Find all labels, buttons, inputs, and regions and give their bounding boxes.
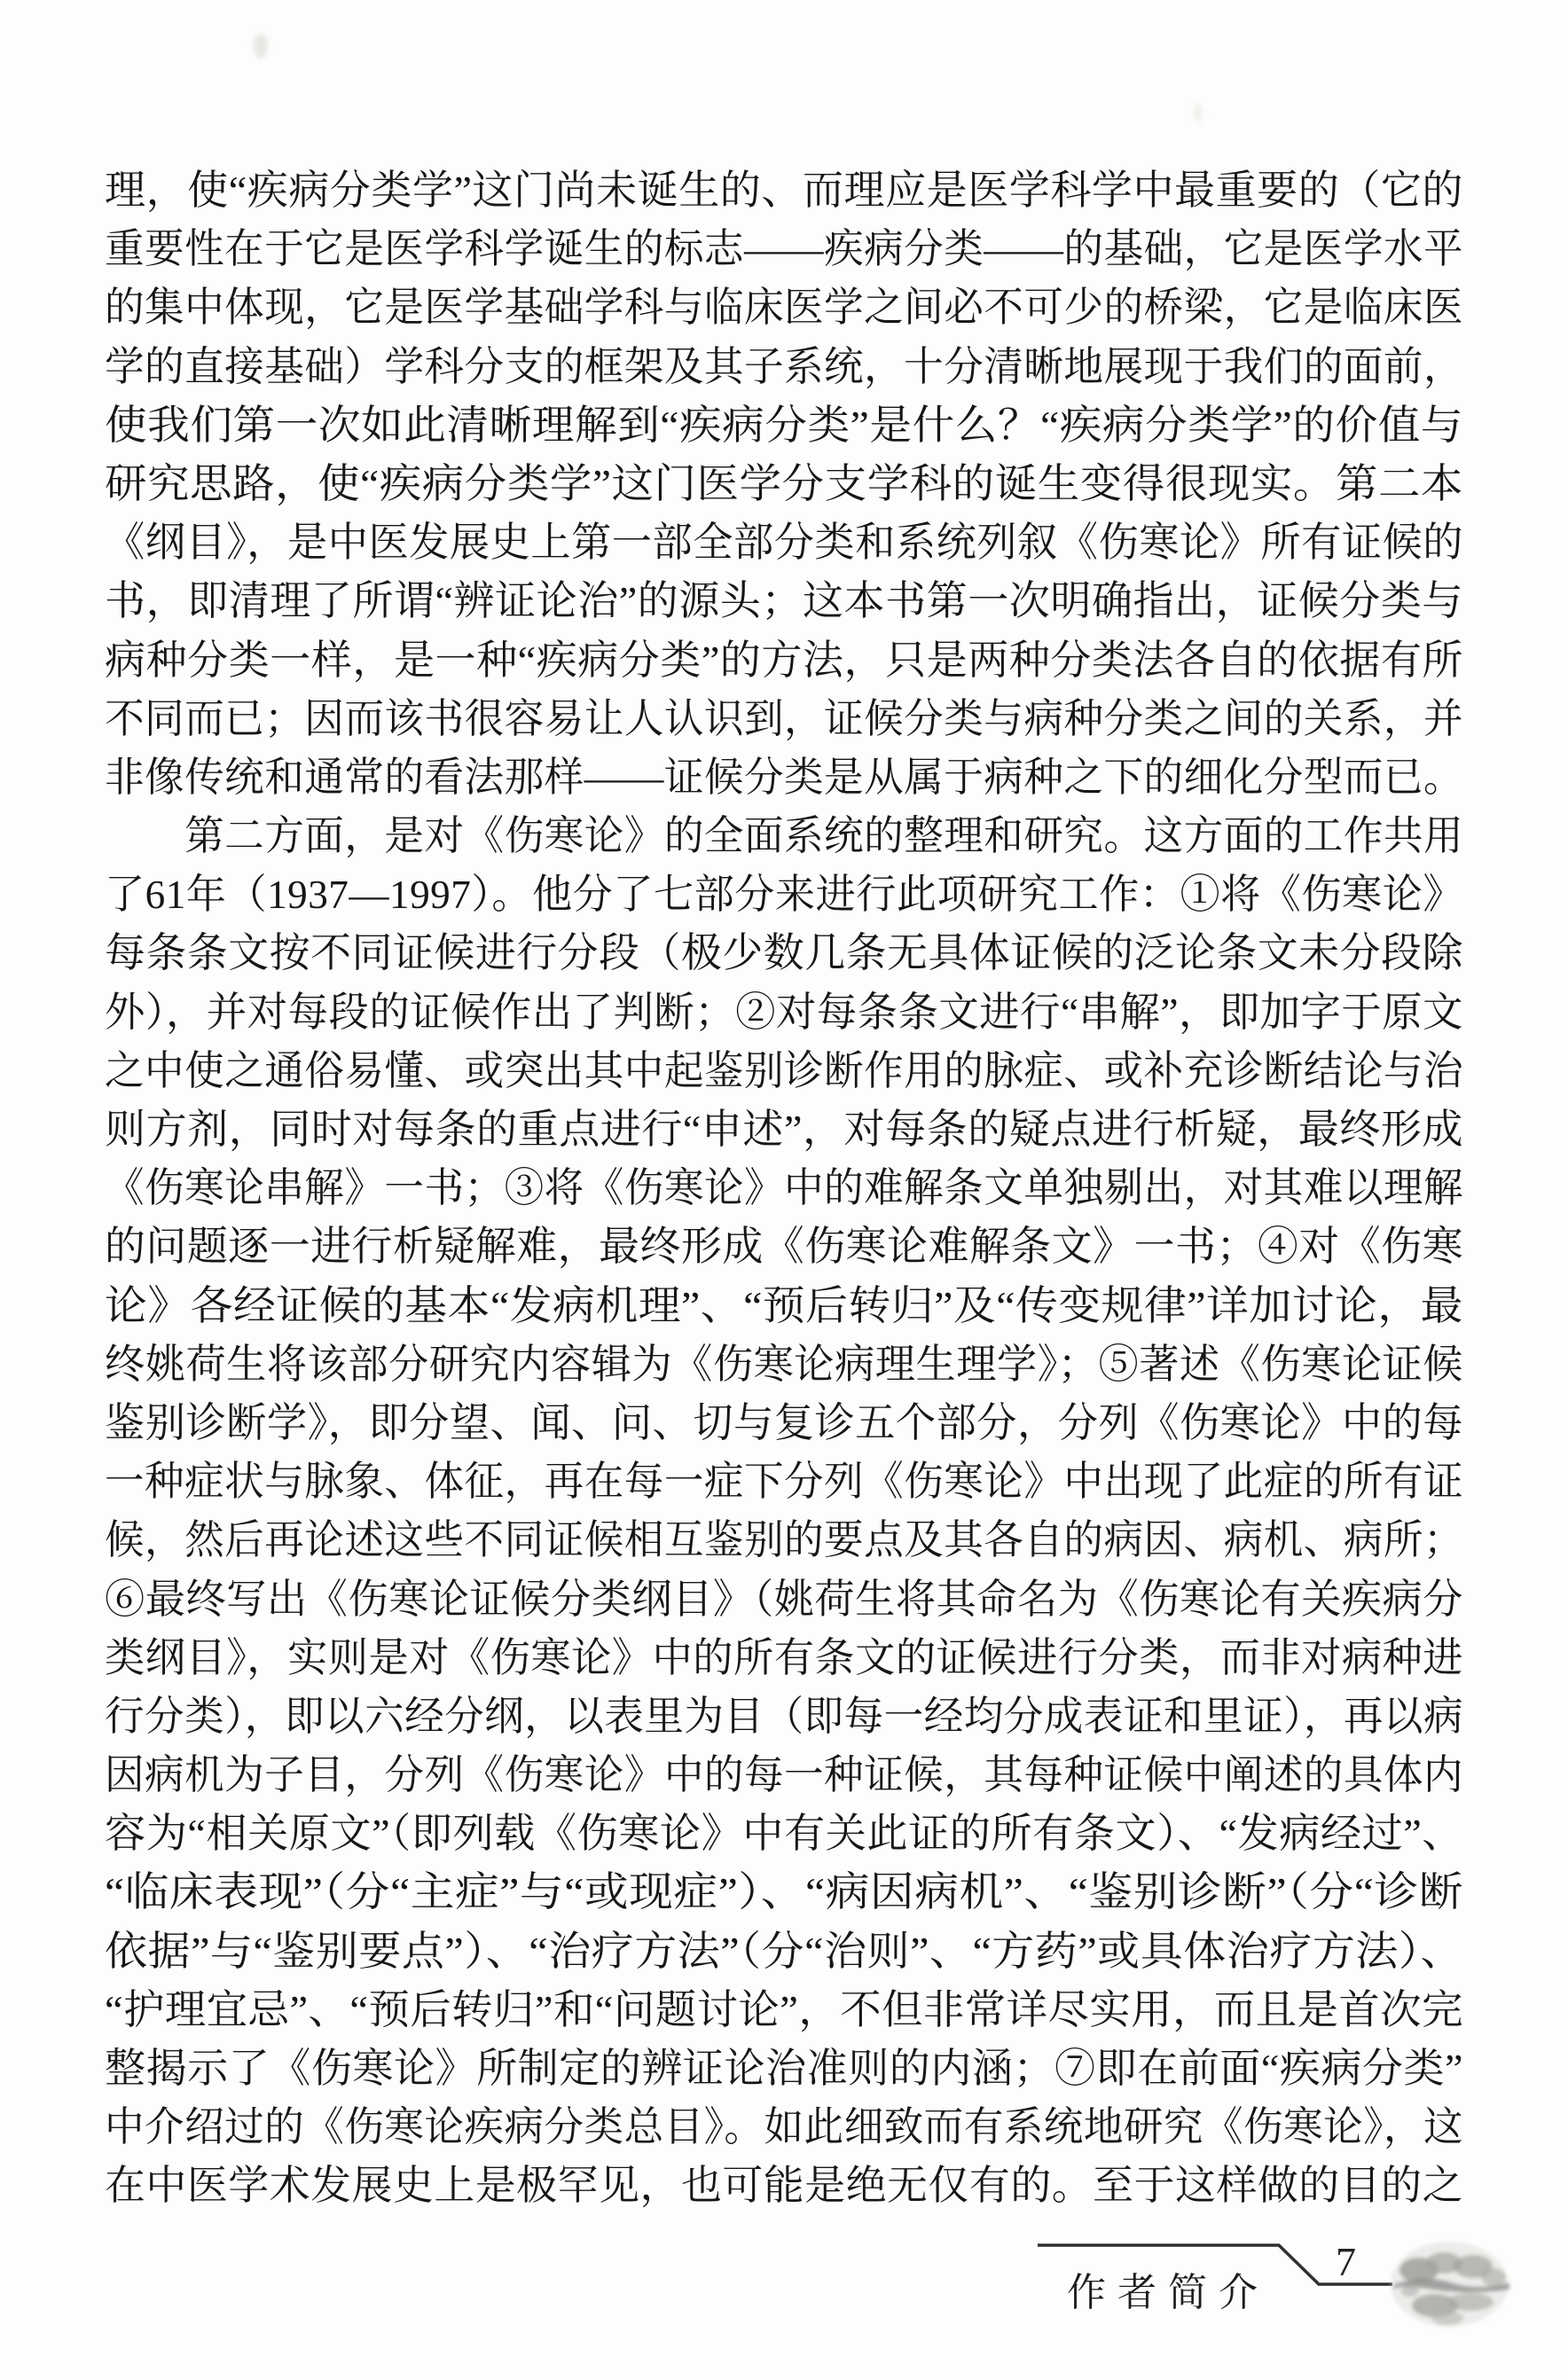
text-line (105, 983, 1463, 1042)
text-line-content: 外），并对每段的证候作出了判断；②对每条条文进行“串解”，即加字于原文 (105, 989, 1463, 1035)
body-text (105, 161, 1463, 2216)
text-line (105, 1335, 1463, 1394)
text-line-content: 依据”与“鉴别要点”）、“治疗方法”（分“治则”、“方药”或具体治疗方法）、 (105, 1928, 1463, 1974)
text-line (105, 161, 1463, 220)
text-line-content: 的集中体现，它是医学基础学科与临床医学之间必不可少的桥梁，它是临床医 (105, 285, 1463, 331)
text-line-content: 之中使之通俗易懂、或突出其中起鉴别诊断作用的脉症、或补充诊断结论与治 (105, 1047, 1463, 1093)
text-line (105, 1629, 1463, 1687)
text-line (105, 1159, 1463, 1217)
text-line (105, 1100, 1463, 1159)
scan-smudge-icon (254, 34, 268, 59)
text-line-content: 非像传统和通常的看法那样——证候分类是从属于病种之下的细化分型而已。 (105, 754, 1463, 800)
text-line (105, 220, 1463, 278)
text-line-content: 使我们第一次如此清晰理解到“疾病分类”是什么？“疾病分类学”的价值与 (105, 402, 1463, 448)
text-line (105, 690, 1463, 748)
text-line (105, 1805, 1463, 1863)
text-line (105, 1922, 1463, 1981)
text-line-content: 了61年（1937—1997）。他分了七部分来进行此项研究工作：①将《伤寒论》 (105, 872, 1463, 918)
scan-smudge-icon (1194, 103, 1203, 122)
text-line-content: 学的直接基础）学科分支的框架及其子系统，十分清晰地展现于我们的面前， (105, 343, 1463, 389)
footer-section-label: 作者简介 (1067, 2271, 1269, 2314)
text-line (105, 2039, 1463, 2098)
text-line (105, 1746, 1463, 1805)
text-line-content: 理，使“疾病分类学”这门尚未诞生的、而理应是医学科学中最重要的（它的 (105, 168, 1463, 213)
text-line (105, 865, 1463, 924)
text-line-content: 中介绍过的《伤寒论疾病分类总目》。如此细致而有系统地研究《伤寒论》，这 (105, 2104, 1463, 2150)
text-line (105, 1042, 1463, 1100)
text-line-content: 每条条文按不同证候进行分段（极少数几条无具体证候的泛论条文未分段除 (105, 930, 1463, 976)
page-number: 7 (1336, 2239, 1356, 2284)
text-line-content: “临床表现”（分“主症”与“或现症”）、“病因病机”、“鉴别诊断”（分“诊断 (105, 1869, 1463, 1915)
text-line-content: 病种分类一样，是一种“疾病分类”的方法，只是两种分类法各自的依据有所 (105, 637, 1463, 683)
text-line-content: 在中医学术发展史上是极罕见，也可能是绝无仅有的。至于这样做的目的之 (105, 2163, 1463, 2209)
text-line-content: 论》各经证候的基本“发病机理”、“预后转归”及“传变规律”详加讨论，最 (105, 1282, 1463, 1328)
text-line (105, 924, 1463, 983)
text-line-content: “护理宜忌”、“预后转归”和“问题讨论”，不但非常详尽实用，而且是首次完 (105, 1986, 1463, 2032)
text-line-content: 容为“相关原文”（即列载《伤寒论》中有关此证的所有条文）、“发病经过”、 (105, 1811, 1463, 1857)
text-line (105, 1452, 1463, 1511)
text-line (105, 513, 1463, 572)
text-line (105, 1511, 1463, 1570)
text-line (105, 807, 1463, 865)
text-line-content: 因病机为子目，分列《伤寒论》中的每一种证候，其每种证候中阐述的具体内 (105, 1752, 1463, 1798)
text-line-content: 书，即清理了所谓“辨证论治”的源头；这本书第一次明确指出，证候分类与 (105, 578, 1463, 624)
text-line (105, 1277, 1463, 1335)
text-line (105, 1863, 1463, 1922)
text-line-content: 候，然后再论述这些不同证候相互鉴别的要点及其各自的病因、病机、病所； (105, 1517, 1463, 1563)
text-line-content: 研究思路，使“疾病分类学”这门医学分支学科的诞生变得很现实。第二本 (105, 460, 1463, 506)
text-line-content: 重要性在于它是医学科学诞生的标志——疾病分类——的基础，它是医学水平 (105, 226, 1463, 272)
text-line (105, 748, 1463, 807)
text-line (105, 1217, 1463, 1276)
text-line (105, 572, 1463, 630)
ink-stamp-icon (1389, 2238, 1513, 2330)
text-line-content: 终姚荷生将该部分研究内容辑为《伤寒论病理生理学》；⑤著述《伤寒论证候 (105, 1341, 1463, 1387)
text-line-content: 不同而已；因而该书很容易让人认识到，证候分类与病种分类之间的关系，并 (105, 695, 1463, 741)
text-line-content: ⑥最终写出《伤寒论证候分类纲目》（姚荷生将其命名为《伤寒论有关疾病分 (105, 1576, 1463, 1622)
text-line-content: 类纲目》，实则是对《伤寒论》中的所有条文的证候进行分类，而非对病种进 (105, 1634, 1463, 1680)
text-line-content: 一种症状与脉象、体征，再在每一症下分列《伤寒论》中出现了此症的所有证 (105, 1459, 1463, 1505)
text-line-content: 行分类），即以六经分纲，以表里为目（即每一经均分成表证和里证），再以病 (105, 1693, 1463, 1739)
text-line (105, 2157, 1463, 2215)
text-line-content: 的问题逐一进行析疑解难，最终形成《伤寒论难解条文》一书；④对《伤寒 (105, 1224, 1463, 1270)
text-line (105, 338, 1463, 396)
text-line-content: 《伤寒论串解》一书；③将《伤寒论》中的难解条文单独剔出，对其难以理解 (105, 1165, 1463, 1211)
text-line-content: 第二方面，是对《伤寒论》的全面系统的整理和研究。这方面的工作共用 (105, 813, 1463, 859)
text-line (105, 396, 1463, 455)
text-line (105, 1687, 1463, 1746)
text-line (105, 1570, 1463, 1629)
text-line (105, 1394, 1463, 1452)
text-line-content: 则方剂，同时对每条的重点进行“申述”，对每条的疑点进行析疑，最终形成 (105, 1107, 1463, 1152)
text-line (105, 278, 1463, 337)
text-line-content: 鉴别诊断学》，即分望、闻、问、切与复诊五个部分，分列《伤寒论》中的每 (105, 1399, 1463, 1445)
text-line (105, 455, 1463, 513)
text-line-content: 《纲目》，是中医发展史上第一部全部分类和系统列叙《伤寒论》所有证候的 (105, 520, 1463, 566)
text-line (105, 631, 1463, 690)
text-line (105, 1981, 1463, 2039)
text-line (105, 2098, 1463, 2157)
text-line-content: 整揭示了《伤寒论》所制定的辨证论治准则的内涵；⑦即在前面“疾病分类” (105, 2046, 1463, 2091)
